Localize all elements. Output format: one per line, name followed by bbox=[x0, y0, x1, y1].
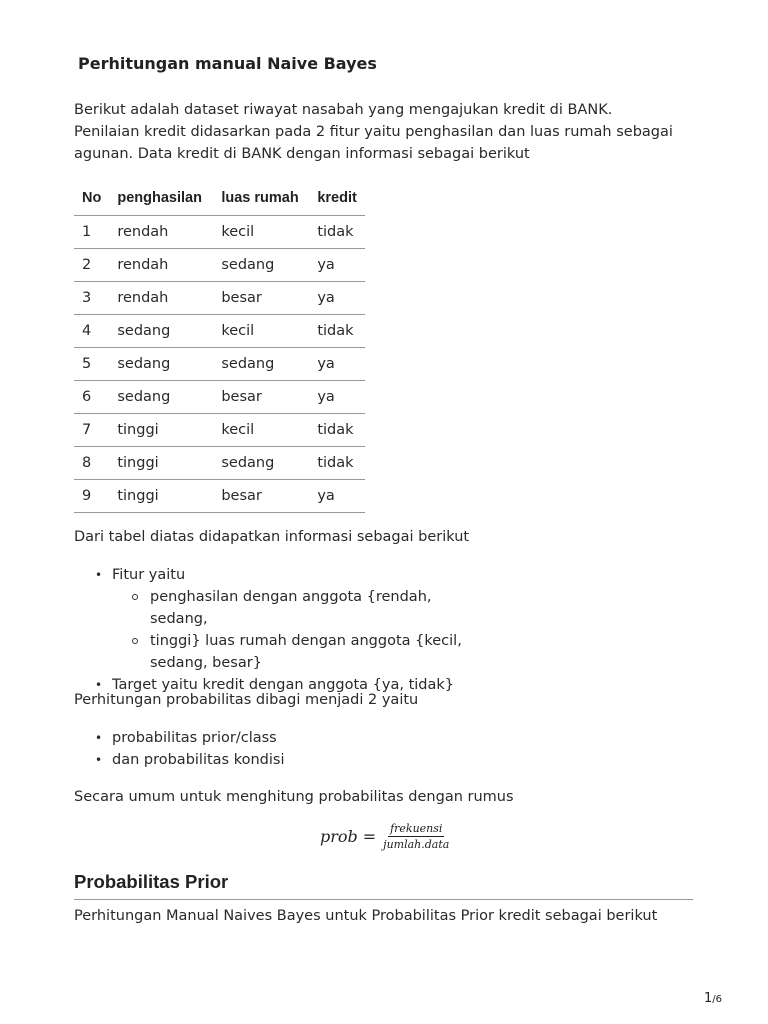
formula-fraction bbox=[381, 822, 451, 851]
cell-kredit: tidak bbox=[309, 216, 365, 249]
cell-penghasilan: sedang bbox=[109, 348, 213, 381]
cell-no: 5 bbox=[74, 348, 109, 381]
info-list bbox=[74, 564, 534, 696]
table-row bbox=[74, 315, 365, 348]
formula-intro-paragraph: Secara umum untuk menghitung probabilitas dengan rumus bbox=[74, 789, 514, 805]
cell-luas-rumah: sedang bbox=[213, 348, 309, 381]
column-header-penghasilan: penghasilan bbox=[109, 181, 213, 216]
cell-kredit: ya bbox=[309, 282, 365, 315]
document-title: Perhitungan manual Naive Bayes bbox=[78, 54, 377, 73]
cell-kredit: tidak bbox=[309, 315, 365, 348]
cell-no: 3 bbox=[74, 282, 109, 315]
cell-kredit: ya bbox=[309, 480, 365, 513]
cell-penghasilan: sedang bbox=[109, 381, 213, 414]
cell-penghasilan: sedang bbox=[109, 315, 213, 348]
fitur-sublist bbox=[112, 586, 492, 674]
cell-no: 8 bbox=[74, 447, 109, 480]
list-item bbox=[74, 564, 534, 674]
cell-luas-rumah: kecil bbox=[213, 216, 309, 249]
prob-intro-paragraph: Perhitungan probabilitas dibagi menjadi 2 yaitu bbox=[74, 692, 419, 708]
table-row bbox=[74, 447, 365, 480]
cell-kredit: ya bbox=[309, 381, 365, 414]
formula-lhs: prob bbox=[320, 827, 358, 846]
list-item: • dan probabilitas kondisi bbox=[74, 749, 284, 771]
cell-no: 1 bbox=[74, 216, 109, 249]
cell-luas-rumah: besar bbox=[213, 282, 309, 315]
column-header-luas-rumah: luas rumah bbox=[213, 181, 309, 216]
cell-no: 2 bbox=[74, 249, 109, 282]
table-row bbox=[74, 282, 365, 315]
intro-paragraph: Berikut adalah dataset riwayat nasabah yang mengajukan kredit di BANK. Penilaian kredit didasarkan pada 2 fitur yaitu penghasilan dan luas rumah sebagai agunan. Data kredit di BANK dengan informasi sebagai berikut bbox=[74, 102, 673, 162]
page-total: /6 bbox=[712, 994, 723, 1005]
cell-no: 7 bbox=[74, 414, 109, 447]
table-row bbox=[74, 216, 365, 249]
table-row bbox=[74, 381, 365, 414]
cell-luas-rumah: besar bbox=[213, 480, 309, 513]
formula-denominator: jumlah.data bbox=[383, 838, 450, 851]
cell-luas-rumah: kecil bbox=[213, 414, 309, 447]
fitur-label: Fitur yaitu bbox=[112, 567, 186, 583]
section-title: Probabilitas Prior bbox=[74, 871, 229, 892]
column-header-kredit: kredit bbox=[309, 181, 365, 216]
list-item: tinggi} luas rumah dengan anggota {kecil, sedang, besar} bbox=[112, 630, 492, 674]
column-header-no: No bbox=[74, 181, 109, 216]
cell-penghasilan: tinggi bbox=[109, 414, 213, 447]
cell-luas-rumah: sedang bbox=[213, 249, 309, 282]
cell-penghasilan: tinggi bbox=[109, 480, 213, 513]
cell-luas-rumah: kecil bbox=[213, 315, 309, 348]
list-item: penghasilan dengan anggota {rendah, sedang, bbox=[112, 586, 492, 630]
prob-list bbox=[74, 727, 284, 771]
table-header-row bbox=[74, 181, 365, 216]
formula-numerator: frekuensi bbox=[390, 822, 443, 835]
cell-luas-rumah: besar bbox=[213, 381, 309, 414]
section-divider bbox=[74, 899, 693, 900]
list-item: • probabilitas prior/class bbox=[74, 727, 284, 749]
cell-luas-rumah: sedang bbox=[213, 447, 309, 480]
table-row bbox=[74, 348, 365, 381]
cell-penghasilan: rendah bbox=[109, 282, 213, 315]
cell-no: 9 bbox=[74, 480, 109, 513]
table-row bbox=[74, 480, 365, 513]
table-row bbox=[74, 414, 365, 447]
formula-equals: = bbox=[362, 827, 377, 846]
cell-penghasilan: rendah bbox=[109, 216, 213, 249]
page-current: 1 bbox=[704, 991, 713, 1006]
cell-no: 4 bbox=[74, 315, 109, 348]
cell-kredit: tidak bbox=[309, 447, 365, 480]
table-row bbox=[74, 249, 365, 282]
page-number bbox=[704, 991, 722, 1006]
cell-kredit: tidak bbox=[309, 414, 365, 447]
list-item: • Target yaitu kredit dengan anggota {ya, tidak} bbox=[74, 674, 534, 696]
dataset-table bbox=[74, 181, 365, 513]
cell-no: 6 bbox=[74, 381, 109, 414]
cell-penghasilan: rendah bbox=[109, 249, 213, 282]
probability-formula bbox=[320, 822, 451, 851]
section-paragraph: Perhitungan Manual Naives Bayes untuk Probabilitas Prior kredit sebagai berikut bbox=[74, 908, 658, 924]
cell-penghasilan: tinggi bbox=[109, 447, 213, 480]
cell-kredit: ya bbox=[309, 249, 365, 282]
info-intro-paragraph: Dari tabel diatas didapatkan informasi sebagai berikut bbox=[74, 529, 470, 545]
cell-kredit: ya bbox=[309, 348, 365, 381]
